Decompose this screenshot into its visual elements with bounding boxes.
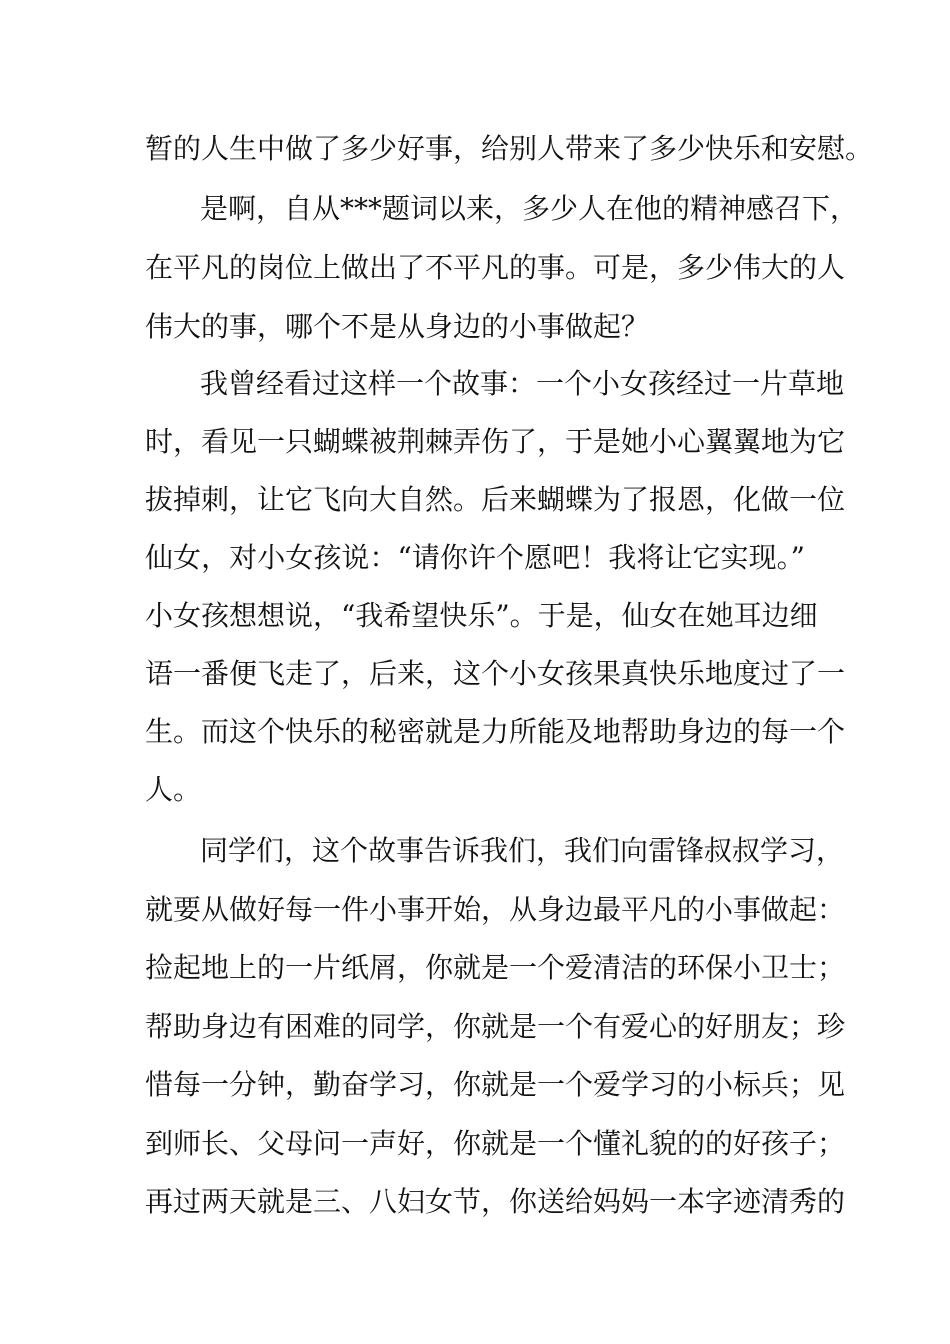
text-line: 是啊，自从***题词以来，多少人在他的精神感召下， (200, 192, 859, 225)
text-line: 人。 (145, 773, 202, 806)
text-line: 再过两天就是三、八妇女节，你送给妈妈一本字迹清秀的 (145, 1185, 846, 1218)
text-line: 捡起地上的一片纸屑，你就是一个爱清洁的环保小卫士； (145, 951, 846, 984)
text-line: 拔掉刺，让它飞向大自然。后来蝴蝶为了报恩，化做一位 (145, 483, 846, 516)
text-line: 伟大的事，哪个不是从身边的小事做起？ (145, 310, 650, 343)
text-line: 帮助身边有困难的同学，你就是一个有爱心的好朋友；珍 (145, 1010, 846, 1043)
text-line: 同学们，这个故事告诉我们，我们向雷锋叔叔学习， (200, 834, 845, 867)
text-line: 在平凡的岗位上做出了不平凡的事。可是，多少伟大的人 (145, 251, 846, 284)
text-line: 语一番便飞走了，后来，这个小女孩果真快乐地度过了一 (145, 657, 846, 690)
text-line: 我曾经看过这样一个故事：一个小女孩经过一片草地 (200, 367, 845, 400)
text-line: 时，看见一只蝴蝶被荆棘弄伤了，于是她小心翼翼地为它 (145, 425, 846, 458)
text-line: 小女孩想想说，“我希望快乐”。于是，仙女在她耳边细 (145, 599, 818, 632)
text-line: 惜每一分钟，勤奋学习，你就是一个爱学习的小标兵；见 (145, 1068, 846, 1101)
text-line: 仙女，对小女孩说：“请你许个愿吧！我将让它实现。” (145, 541, 805, 574)
text-line: 暂的人生中做了多少好事，给别人带来了多少快乐和安慰。 (145, 132, 874, 165)
text-line: 到师长、父母问一声好，你就是一个懂礼貌的的好孩子； (145, 1127, 846, 1160)
text-line: 就要从做好每一件小事开始，从身边最平凡的小事做起： (145, 893, 846, 926)
text-line: 生。而这个快乐的秘密就是力所能及地帮助身边的每一个 (145, 715, 846, 748)
